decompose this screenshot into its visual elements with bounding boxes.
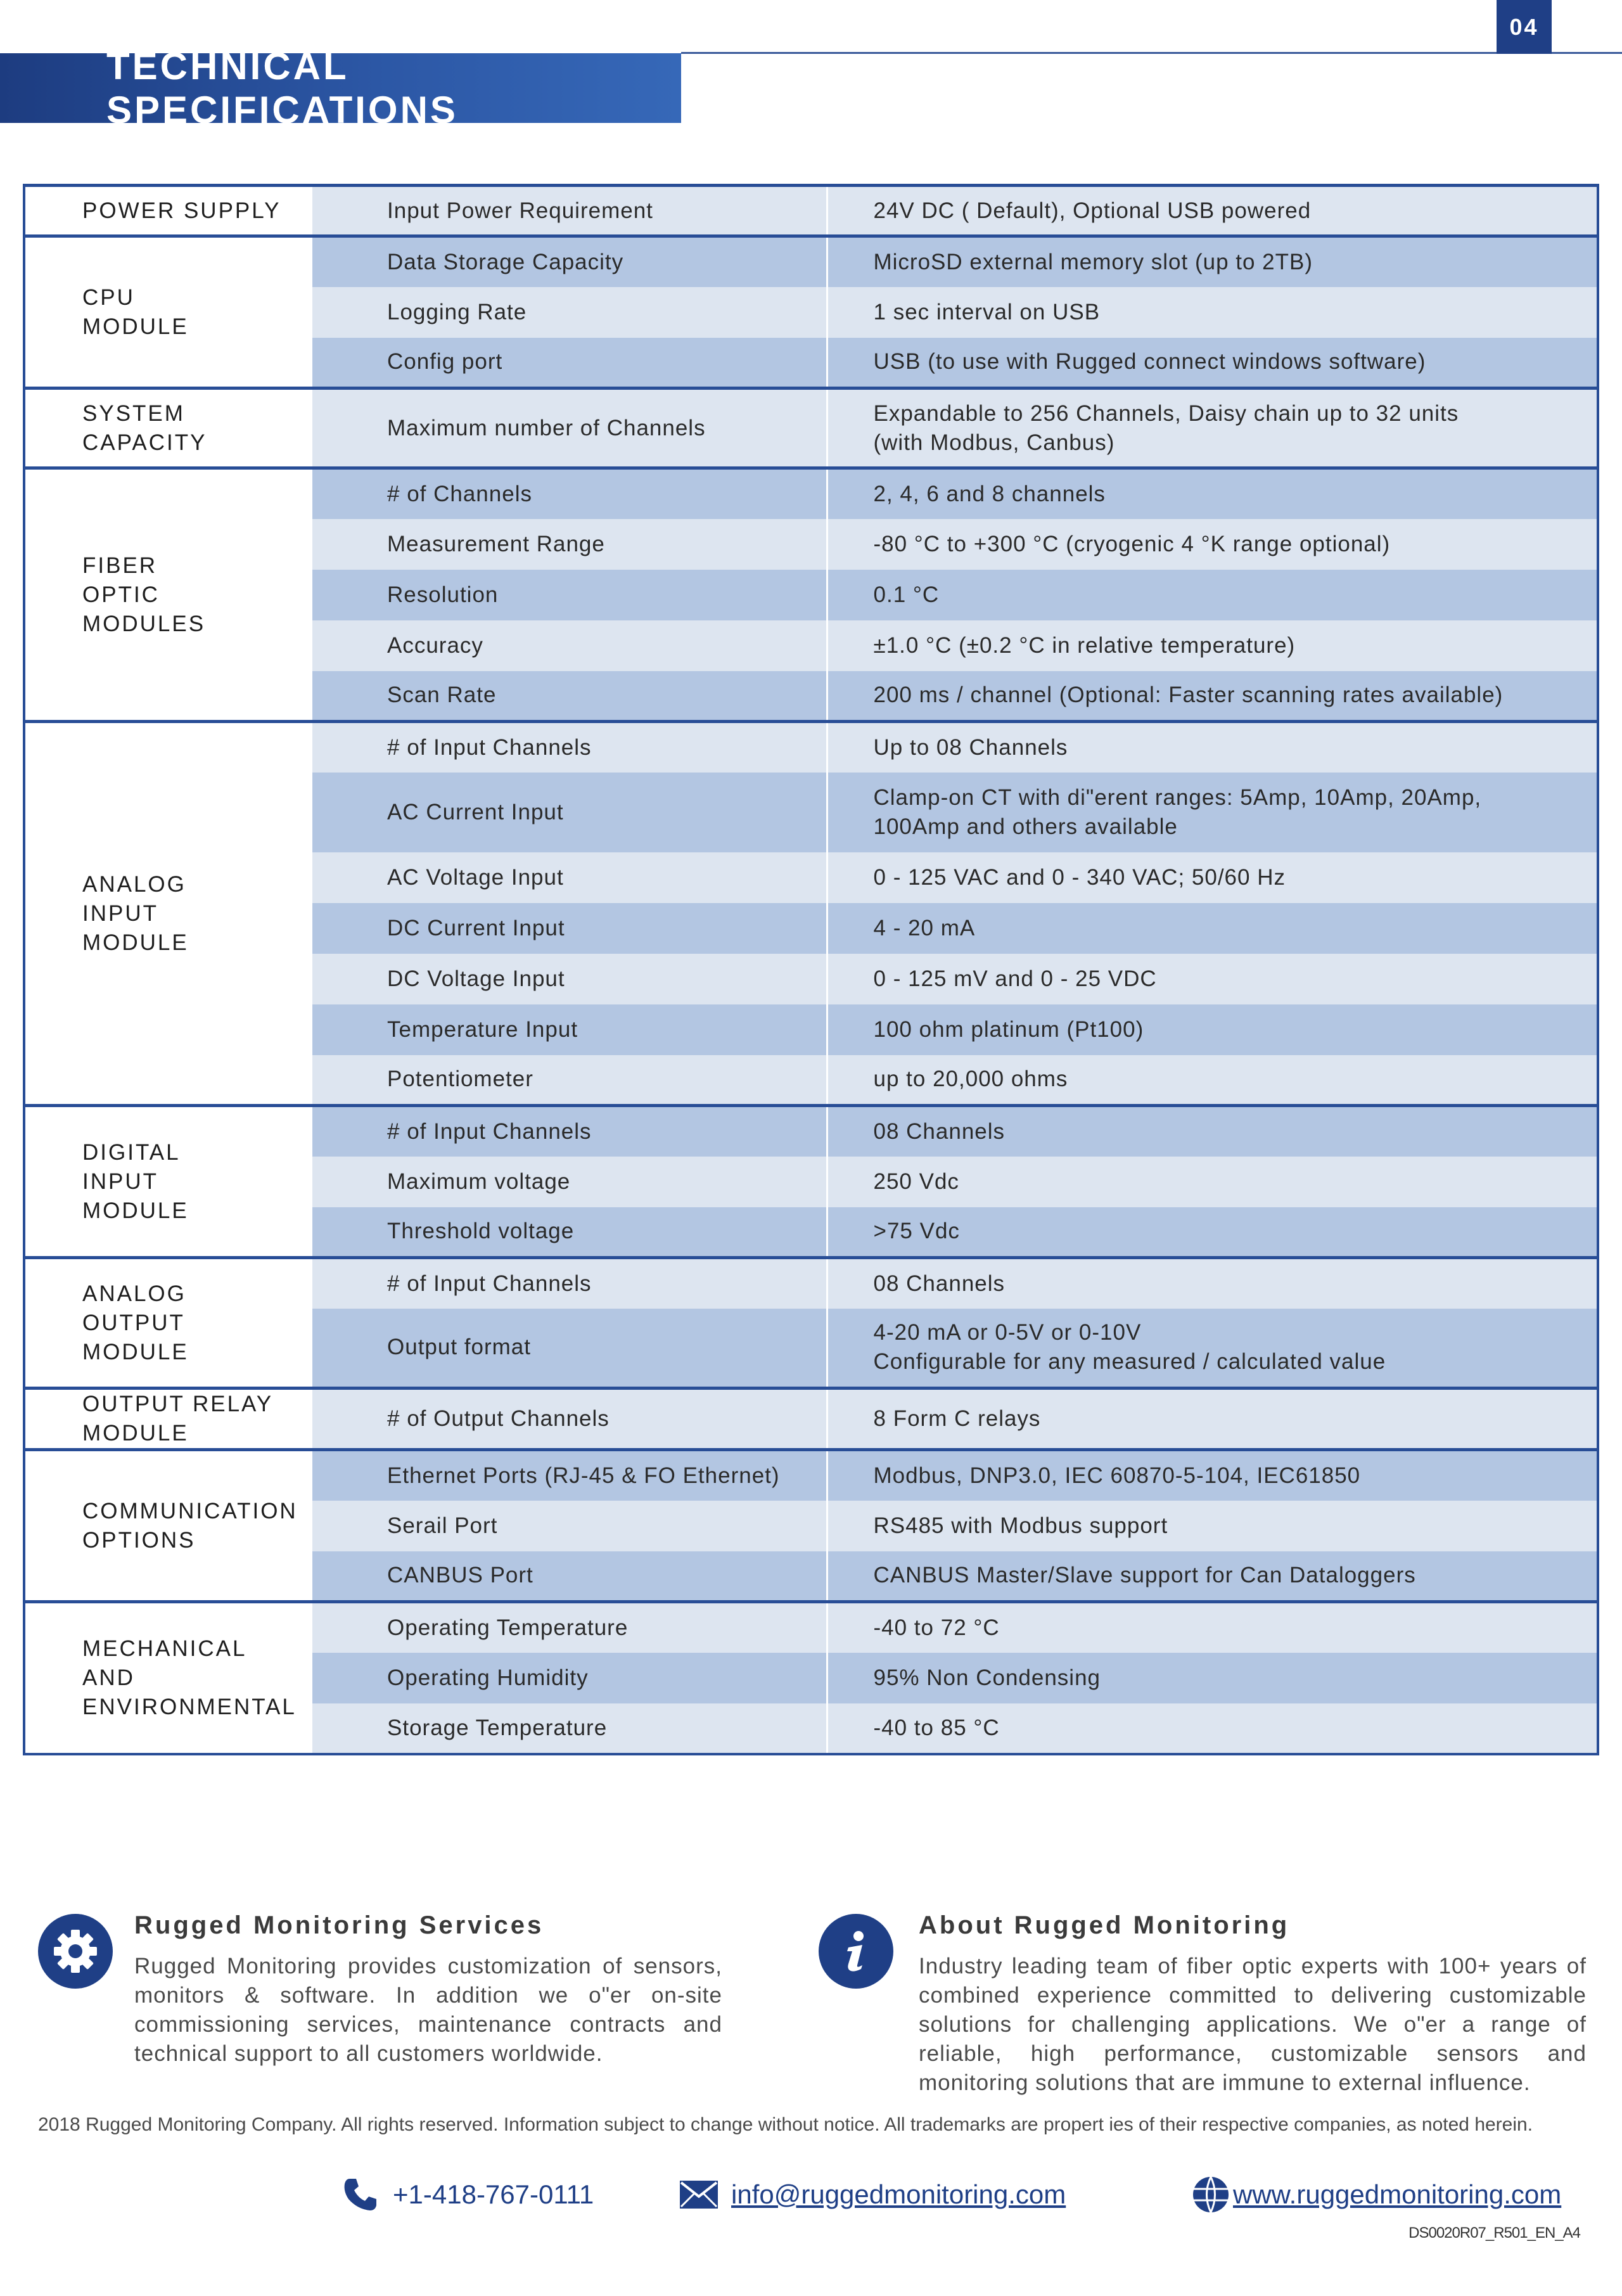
copyright-notice: 2018 Rugged Monitoring Company. All rights reserved. Information subject to change without notice. All trademarks are propert ies of their respective companies, as noted herein. <box>38 2114 1533 2135</box>
services-body: Rugged Monitoring provides customization of sensors, monitors & software. In addition we o"er on-site commissioning services, maintenance contracts and technical support to all customers worldwide. <box>134 1954 722 2066</box>
spec-value: 8 Form C relays <box>827 1389 1598 1450</box>
spec-parameter: # of Input Channels <box>312 1106 827 1157</box>
spec-value: 0 - 125 mV and 0 - 25 VDC <box>827 954 1598 1004</box>
spec-row <box>24 1389 1598 1450</box>
spec-parameter: Config port <box>312 338 827 388</box>
spec-row <box>24 1602 1598 1653</box>
spec-value: RS485 with Modbus support <box>827 1501 1598 1551</box>
spec-parameter: DC Current Input <box>312 903 827 954</box>
spec-parameter: Maximum voltage <box>312 1157 827 1207</box>
info-icon <box>819 1914 893 1989</box>
spec-row <box>24 1258 1598 1309</box>
spec-category: COMMUNICATION OPTIONS <box>24 1450 312 1602</box>
contact-email <box>679 2172 1066 2217</box>
spec-parameter: DC Voltage Input <box>312 954 827 1004</box>
spec-parameter: Input Power Requirement <box>312 186 827 236</box>
spec-category: POWER SUPPLY <box>24 186 312 236</box>
spec-value: 08 Channels <box>827 1258 1598 1309</box>
spec-parameter: # of Output Channels <box>312 1389 827 1450</box>
spec-value: 95% Non Condensing <box>827 1653 1598 1703</box>
spec-value: -40 to 85 °C <box>827 1703 1598 1754</box>
spec-value: Clamp-on CT with di"erent ranges: 5Amp, 10Amp, 20Amp, 100Amp and others available <box>827 773 1598 852</box>
spec-value: 4 - 20 mA <box>827 903 1598 954</box>
spec-value: 2, 4, 6 and 8 channels <box>827 468 1598 519</box>
gear-icon <box>38 1914 113 1989</box>
document-code: DS0020R07_R501_EN_A4 <box>1408 2224 1580 2241</box>
spec-value: MicroSD external memory slot (up to 2TB) <box>827 236 1598 287</box>
spec-parameter: Measurement Range <box>312 519 827 570</box>
spec-value: 08 Channels <box>827 1106 1598 1157</box>
spec-value: Modbus, DNP3.0, IEC 60870-5-104, IEC61850 <box>827 1450 1598 1501</box>
spec-category: DIGITAL INPUT MODULE <box>24 1106 312 1258</box>
page-number: 04 <box>1497 0 1552 54</box>
spec-table <box>23 184 1599 1755</box>
spec-value: up to 20,000 ohms <box>827 1055 1598 1106</box>
contact-phone <box>341 2172 594 2217</box>
spec-value: 0.1 °C <box>827 570 1598 620</box>
spec-parameter: Logging Rate <box>312 287 827 338</box>
contact-website <box>1191 2172 1561 2217</box>
spec-value: 24V DC ( Default), Optional USB powered <box>827 186 1598 236</box>
spec-value: -40 to 72 °C <box>827 1602 1598 1653</box>
spec-category: FIBER OPTIC MODULES <box>24 468 312 722</box>
spec-parameter: # of Channels <box>312 468 827 519</box>
spec-parameter: Maximum number of Channels <box>312 388 827 468</box>
spec-category: ANALOG OUTPUT MODULE <box>24 1258 312 1389</box>
spec-parameter: Temperature Input <box>312 1004 827 1055</box>
spec-row <box>24 236 1598 287</box>
spec-parameter: Storage Temperature <box>312 1703 827 1754</box>
spec-value: 100 ohm platinum (Pt100) <box>827 1004 1598 1055</box>
spec-value: 0 - 125 VAC and 0 - 340 VAC; 50/60 Hz <box>827 852 1598 903</box>
header-rule <box>681 52 1622 54</box>
spec-value: CANBUS Master/Slave support for Can Dataloggers <box>827 1551 1598 1602</box>
spec-value: ±1.0 °C (±0.2 °C in relative temperature) <box>827 620 1598 671</box>
about-body: Industry leading team of fiber optic experts with 100+ years of combined experience committed to delivering customizable solutions for challenging applications. We o"er a range of reliable, high performance, customizable sensors and monitoring solutions that are immune to external influence. <box>919 1954 1587 2095</box>
spec-parameter: Threshold voltage <box>312 1207 827 1258</box>
spec-row <box>24 722 1598 773</box>
spec-value: Up to 08 Channels <box>827 722 1598 773</box>
about-title: About Rugged Monitoring <box>919 1911 1290 1939</box>
spec-parameter: Output format <box>312 1309 827 1389</box>
spec-parameter: AC Current Input <box>312 773 827 852</box>
spec-category: ANALOG INPUT MODULE <box>24 722 312 1106</box>
globe-icon <box>1191 2175 1230 2214</box>
page-title: TECHNICAL SPECIFICATIONS <box>106 45 458 131</box>
spec-parameter: AC Voltage Input <box>312 852 827 903</box>
spec-value: 4-20 mA or 0-5V or 0-10V Configurable for any measured / calculated value <box>827 1309 1598 1389</box>
spec-parameter: Data Storage Capacity <box>312 236 827 287</box>
spec-row <box>24 388 1598 468</box>
spec-parameter: Resolution <box>312 570 827 620</box>
section-banner <box>0 45 681 131</box>
spec-value: Expandable to 256 Channels, Daisy chain up to 32 units (with Modbus, Canbus) <box>827 388 1598 468</box>
website-link[interactable]: www.ruggedmonitoring.com <box>1233 2179 1562 2209</box>
spec-parameter: Accuracy <box>312 620 827 671</box>
phone-icon <box>341 2175 380 2214</box>
envelope-icon <box>679 2180 718 2209</box>
spec-value: >75 Vdc <box>827 1207 1598 1258</box>
spec-category: OUTPUT RELAY MODULE <box>24 1389 312 1450</box>
spec-category: SYSTEM CAPACITY <box>24 388 312 468</box>
spec-parameter: CANBUS Port <box>312 1551 827 1602</box>
services-title: Rugged Monitoring Services <box>134 1911 544 1939</box>
spec-parameter: # of Input Channels <box>312 1258 827 1309</box>
spec-value: USB (to use with Rugged connect windows software) <box>827 338 1598 388</box>
spec-parameter: Ethernet Ports (RJ-45 & FO Ethernet) <box>312 1450 827 1501</box>
spec-row <box>24 1106 1598 1157</box>
spec-value: 200 ms / channel (Optional: Faster scanning rates available) <box>827 671 1598 722</box>
spec-category: CPU MODULE <box>24 236 312 388</box>
spec-row <box>24 468 1598 519</box>
spec-parameter: Serail Port <box>312 1501 827 1551</box>
spec-parameter: Scan Rate <box>312 671 827 722</box>
spec-parameter: Potentiometer <box>312 1055 827 1106</box>
spec-category: MECHANICAL AND ENVIRONMENTAL <box>24 1602 312 1754</box>
spec-value: 1 sec interval on USB <box>827 287 1598 338</box>
phone-number: +1-418-767-0111 <box>393 2179 594 2209</box>
spec-row <box>24 186 1598 236</box>
spec-value: -80 °C to +300 °C (cryogenic 4 °K range optional) <box>827 519 1598 570</box>
spec-row <box>24 1450 1598 1501</box>
spec-value: 250 Vdc <box>827 1157 1598 1207</box>
email-link[interactable]: info@ruggedmonitoring.com <box>731 2179 1066 2209</box>
spec-parameter: # of Input Channels <box>312 722 827 773</box>
spec-parameter: Operating Temperature <box>312 1602 827 1653</box>
spec-parameter: Operating Humidity <box>312 1653 827 1703</box>
